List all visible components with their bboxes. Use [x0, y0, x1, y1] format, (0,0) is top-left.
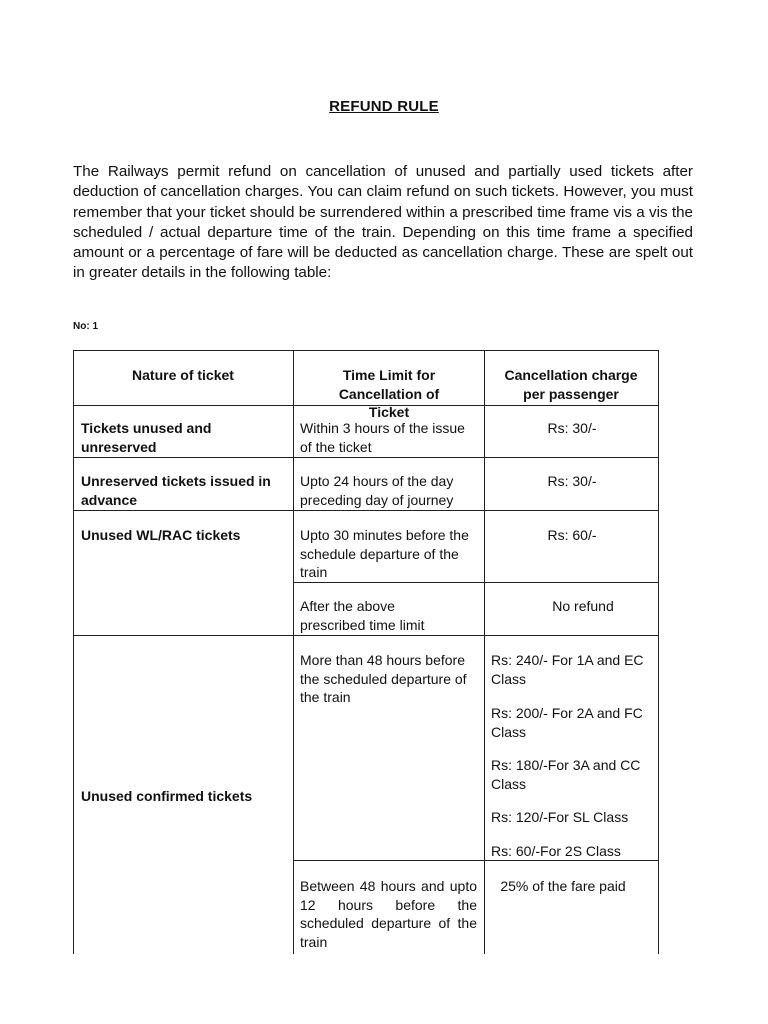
- row-charge: No refund: [552, 598, 614, 614]
- row-charge: Rs: 30/-: [547, 473, 597, 489]
- charge-item: Rs: 120/-For SL Class: [491, 809, 629, 825]
- document-title: REFUND RULE: [329, 98, 439, 115]
- table-row-divider: [73, 510, 659, 511]
- table-row-divider: [293, 582, 659, 583]
- row-time-limit: Upto 30 minutes before the schedule departure of the train: [300, 527, 469, 580]
- row-nature: Unreserved tickets issued in advance: [81, 473, 271, 508]
- header-nature-of-ticket: Nature of ticket: [132, 367, 234, 383]
- intro-paragraph: The Railways permit refund on cancellation of unused and partially used tickets after deduction of cancellation charges. You can claim refund on such tickets. However, you must remember that your ticket should be surrendered within a prescribed time frame vis a vis the scheduled / actual departure time of the train. Depending on this time frame a specified amount or a percentage of fare will be deducted as cancellation charge. These are spelt out in greater details in the following table:: [73, 163, 693, 282]
- table-border-top: [73, 350, 659, 351]
- table-column-divider: [293, 350, 294, 954]
- row-nature: Tickets unused and unreserved: [81, 420, 212, 455]
- row-time-limit: Upto 24 hours of the day preceding day of journey: [300, 473, 454, 508]
- table-border-left: [73, 350, 74, 954]
- row-time-limit: Within 3 hours of the issue of the ticket: [300, 420, 465, 455]
- table-number-label: No: 1: [73, 321, 98, 332]
- table-column-divider: [484, 350, 485, 954]
- row-charge: Rs: 60/-: [547, 527, 597, 543]
- row-charge: Rs: 30/-: [547, 420, 597, 436]
- table-row-divider: [73, 635, 659, 636]
- row-nature: Unused confirmed tickets: [81, 788, 253, 804]
- table-row-divider: [73, 457, 659, 458]
- row-time-limit: More than 48 hours before the scheduled departure of the train: [300, 652, 467, 705]
- charge-item: Rs: 240/- For 1A and EC Class: [491, 652, 644, 687]
- row-time-limit: After the above prescribed time limit: [300, 598, 425, 633]
- header-time-limit: Time Limit for Cancellation of Ticket: [338, 367, 440, 420]
- charge-item: Rs: 60/-For 2S Class: [491, 843, 621, 859]
- charge-item: Rs: 200/- For 2A and FC Class: [491, 705, 643, 740]
- row-time-limit: Between 48 hours and upto 12 hours before the scheduled departure of the train: [300, 878, 477, 950]
- header-cancellation-charge: Cancellation charge per passenger: [504, 367, 638, 402]
- row-nature: Unused WL/RAC tickets: [81, 527, 241, 543]
- charge-item: Rs: 180/-For 3A and CC Class: [491, 757, 641, 792]
- row-charge: 25% of the fare paid: [500, 878, 626, 894]
- table-border-right: [658, 350, 659, 954]
